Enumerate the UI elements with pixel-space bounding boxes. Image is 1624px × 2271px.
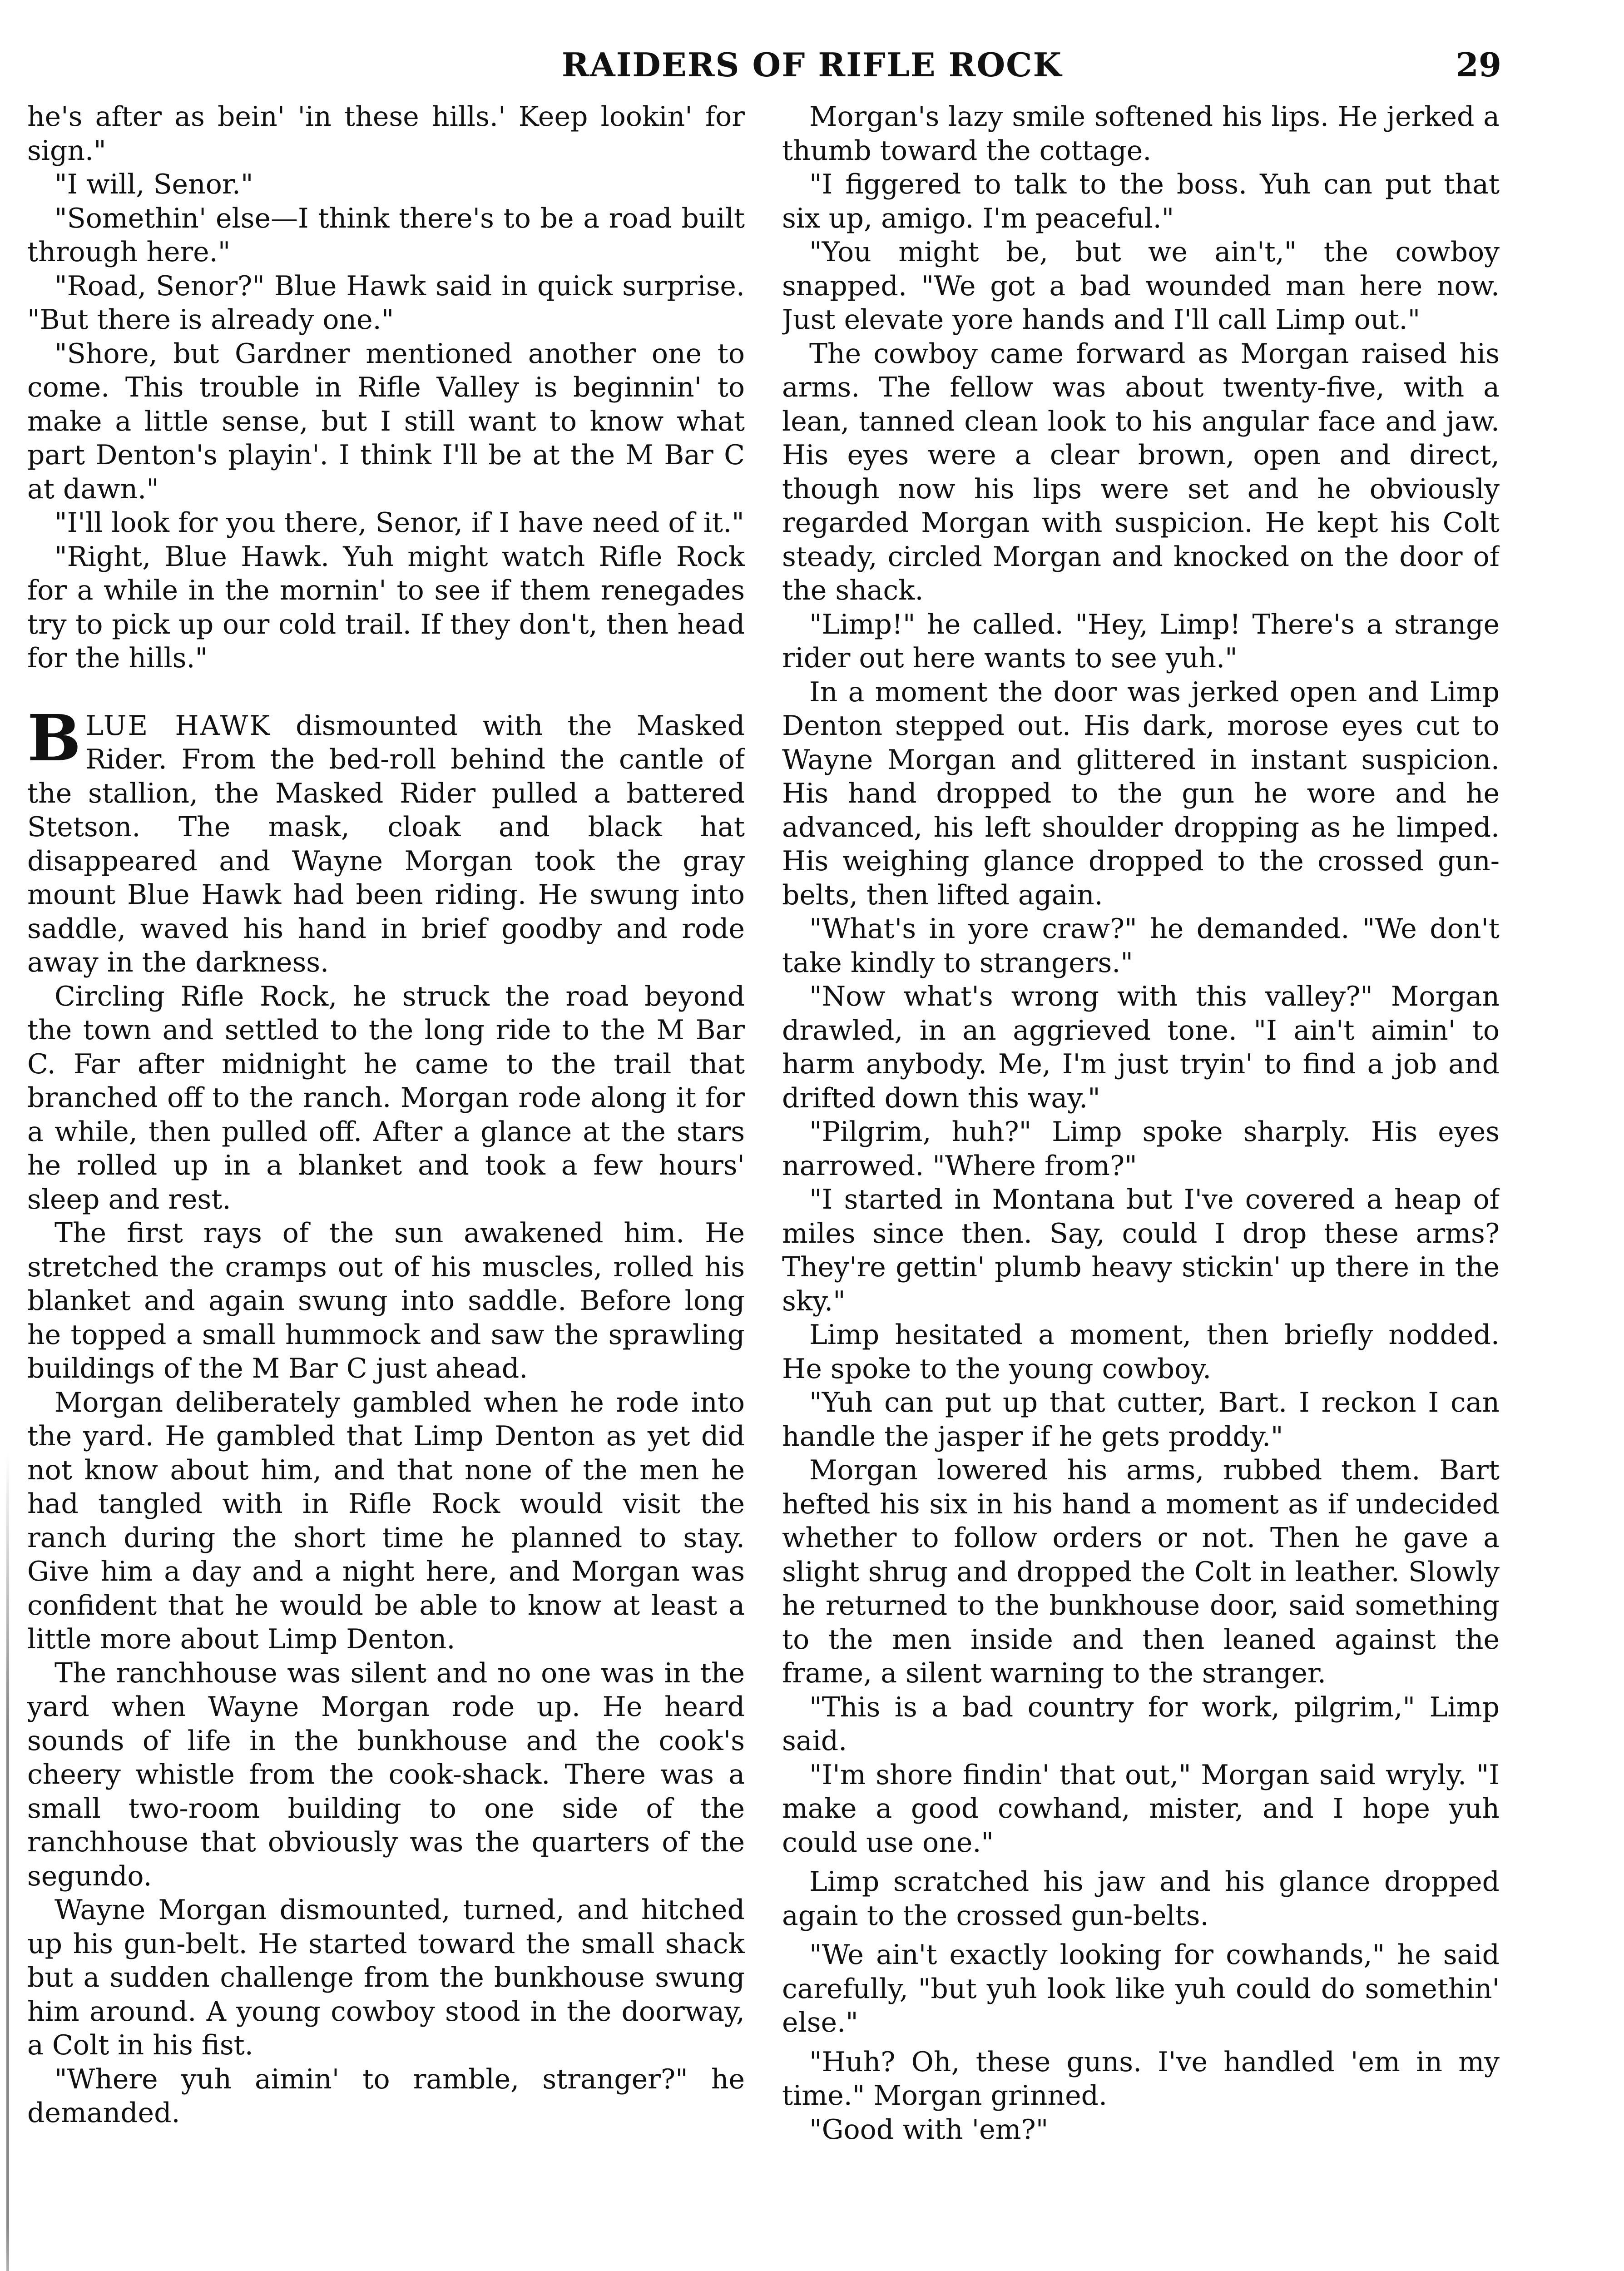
paragraph: "Right, Blue Hawk. Yuh might watch Rifle Rock for a while in the mornin' to see if them renegades try to pick up our cold trail. If they don't, then head for the hills." <box>27 540 745 674</box>
paragraph: The ranchhouse was silent and no one was in the yard when Wayne Morgan rode up. He heard sounds of life in the bunkhouse and the cook's cheery whistle from the cook-shack. There was a small two-room building to one side of the ranchhouse that obviously was the quarters of the segundo. <box>27 1657 745 1892</box>
paragraph: "I'm shore findin' that out," Morgan said wryly. "I make a good cowhand, mister, and I hope yuh could use one." <box>782 1759 1500 1859</box>
paragraph: Limp hesitated a moment, then briefly nodded. He spoke to the young cowboy. <box>782 1319 1500 1385</box>
paragraph: "I figgered to talk to the boss. Yuh can put that six up, amigo. I'm peaceful." <box>782 169 1500 234</box>
paragraph: "This is a bad country for work, pilgrim," Limp said. <box>782 1691 1500 1757</box>
paragraph: "Huh? Oh, these guns. I've handled 'em in my time." Morgan grinned. <box>782 2046 1500 2112</box>
running-title: RAIDERS OF RIFLE ROCK <box>561 45 1063 84</box>
page-header <box>0 45 1624 95</box>
paragraph: Morgan's lazy smile softened his lips. He jerked a thumb toward the cottage. <box>782 101 1500 167</box>
drop-cap: B <box>27 701 81 776</box>
paragraph: "Somethin' else—I think there's to be a road built through here." <box>27 202 745 268</box>
paragraph: "I will, Senor." <box>54 169 253 200</box>
paragraph: The first rays of the sun awakened him. He stretched the cramps out of his muscles, rolled his blanket and again swung into saddle. Before long he topped a small hummock and saw the sprawling buildings of the M Bar C just ahead. <box>27 1217 745 1384</box>
paragraph: "Shore, but Gardner mentioned another one to come. This trouble in Rifle Valley is beginnin' to make a little sense, but I still want to know what part Denton's playin'. I think I'll be at the M Bar C at dawn." <box>27 337 745 505</box>
paragraph: Wayne Morgan dismounted, turned, and hitched up his gun-belt. He started toward the small shack but a sudden challenge from the bunkhouse swung him around. A young cowboy stood in the doorway, a Colt in his fist. <box>27 1894 745 2061</box>
section-opening-paragraph <box>27 701 745 980</box>
right-column <box>782 100 1500 2271</box>
paragraph: "We ain't exactly looking for cowhands," he said carefully, "but yuh look like yuh could do somethin' else." <box>782 1939 1500 2038</box>
paragraph: "Yuh can put up that cutter, Bart. I reckon I can handle the jasper if he gets proddy." <box>782 1387 1500 1453</box>
paragraph: Circling Rifle Rock, he struck the road beyond the town and settled to the long ride to the M Bar C. Far after midnight he came to the trail that branched off to the ranch. Morgan rode along it for a while, then pulled off. After a glance at the stars he rolled up in a blanket and took a few hours' sleep and rest. <box>27 980 745 1215</box>
paragraph: "Good with 'em?" <box>809 2113 1049 2146</box>
paragraph: Morgan lowered his arms, rubbed them. Bart hefted his six in his hand a moment as if undecided whether to follow orders or not. Then he gave a slight shrug and dropped the Colt in leather. Slowly he returned to the bunkhouse door, said something to the men inside and then leaned against the frame, a silent warning to the stranger. <box>782 1454 1500 1689</box>
page-number: 29 <box>1456 45 1501 84</box>
paragraph: "You might be, but we ain't," the cowboy snapped. "We got a bad wounded man here now. Just elevate yore hands and I'll call Limp out." <box>782 236 1500 336</box>
paragraph: Limp scratched his jaw and his glance dropped again to the crossed gun-belts. <box>782 1866 1500 1932</box>
paragraph: "Now what's wrong with this valley?" Morgan drawled, in an aggrieved tone. "I ain't aimin' to harm anybody. Me, I'm just tryin' to find a job and drifted down this way." <box>782 981 1500 1114</box>
paragraph: "I started in Montana but I've covered a heap of miles since then. Say, could I drop these arms? They're gettin' plumb heavy stickin' up there in the sky." <box>782 1184 1500 1317</box>
paragraph: The cowboy came forward as Morgan raised his arms. The fellow was about twenty-five, with a lean, tanned clean look to his angular face and jaw. His eyes were a clear brown, open and direct, though now his lips were set and he obviously regarded Morgan with suspicion. He kept his Colt steady, circled Morgan and knocked on the door of the shack. <box>782 337 1500 606</box>
paragraph: he's after as bein' 'in these hills.' Keep lookin' for sign." <box>27 101 745 167</box>
paragraph: "I'll look for you there, Senor, if I have need of it." <box>54 507 744 539</box>
paragraph: Morgan deliberately gambled when he rode into the yard. He gambled that Limp Denton as yet did not know about him, and that none of the men he had tangled with in Rifle Rock would visit the ranch during the short time he planned to stay. Give him a day and a night here, and Morgan was confident that he would be able to know at least a little more about Limp Denton. <box>27 1386 745 1655</box>
page-edge-shadow <box>6 1453 9 2271</box>
paragraph: "Limp!" he called. "Hey, Limp! There's a strange rider out here wants to see yuh." <box>782 608 1500 674</box>
lead-caps: LUE HAWK <box>85 709 272 742</box>
paragraph: "Where yuh aimin' to ramble, stranger?" he demanded. <box>27 2063 745 2129</box>
section-text: dismounted with the Masked Rider. From the bed-roll behind the cantle of the stallion, the Masked Rider pulled a battered Stetson. The mask, cloak and black hat disappeared and Wayne Morgan took the gray mount Blue Hawk had been riding. He swung into saddle, waved his hand in brief goodby and rode away in the darkness. <box>27 709 745 978</box>
paragraph: "Pilgrim, huh?" Limp spoke sharply. His eyes narrowed. "Where from?" <box>782 1116 1500 1182</box>
paragraph: "Road, Senor?" Blue Hawk said in quick surprise. "But there is already one." <box>27 270 745 336</box>
paragraph: In a moment the door was jerked open and Limp Denton stepped out. His dark, morose eyes cut to Wayne Morgan and glittered in instant suspicion. His hand dropped to the gun he wore and he advanced, his left shoulder dropping as he limped. His weighing glance dropped to the crossed gun-belts, then lifted again. <box>782 676 1500 911</box>
left-column <box>27 100 745 2271</box>
paragraph: "What's in yore craw?" he demanded. "We don't take kindly to strangers." <box>782 913 1500 979</box>
